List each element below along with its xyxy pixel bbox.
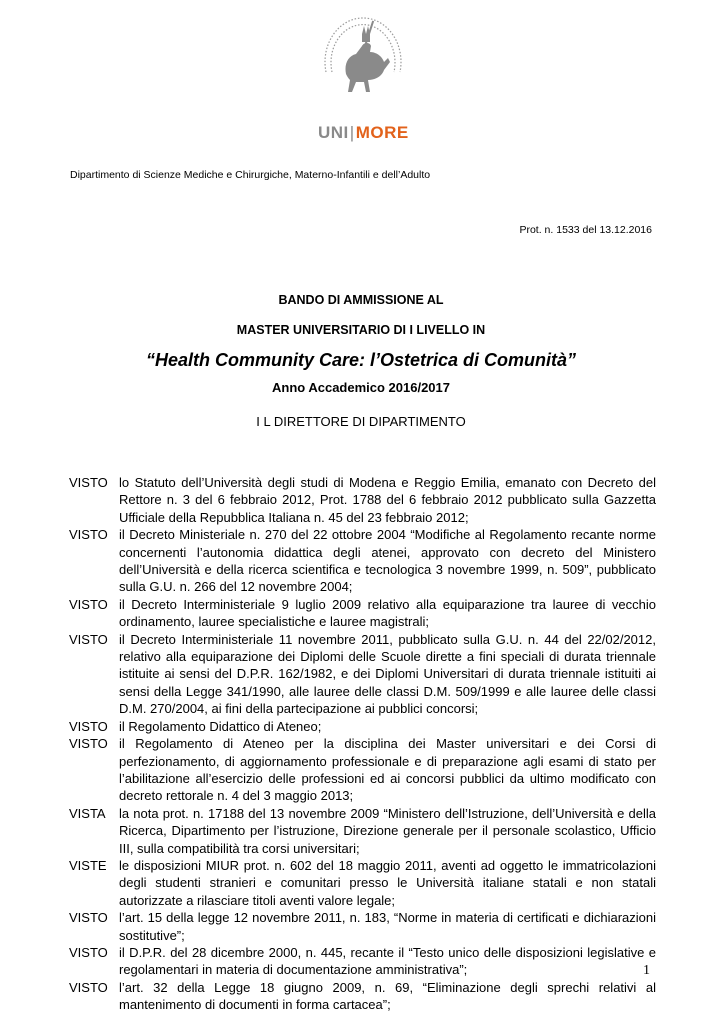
department-name: Dipartimento di Scienze Mediche e Chirurgiche, Materno-Infantili e dell’Adulto	[70, 169, 431, 181]
list-item	[69, 944, 656, 979]
entry-keyword: VISTO	[69, 910, 108, 926]
entry-keyword: VISTO	[69, 736, 108, 752]
entry-text: il Regolamento Didattico di Ateneo;	[119, 718, 322, 734]
academic-year: Anno Accademico 2016/2017	[272, 380, 450, 395]
entry-text: le disposizioni MIUR prot. n. 602 del 18 maggio 2011, aventi ad oggetto le immatricolazioni degli studenti stranieri e comunitari presso le Università italiane statali e non statali autorizzate a rilasciare titoli aventi valore legale;	[119, 857, 656, 908]
university-logo	[318, 12, 408, 147]
title-line-1: BANDO DI AMMISSIONE AL	[278, 293, 444, 307]
entry-keyword: VISTO	[69, 979, 108, 995]
entry-keyword: VISTO	[69, 718, 108, 734]
list-item	[69, 526, 656, 596]
title-line-2: MASTER UNIVERSITARIO DI I LIVELLO IN	[236, 323, 486, 337]
list-item	[69, 805, 656, 857]
entry-text: il Decreto Interministeriale 11 novembre 2011, pubblicato sulla G.U. n. 44 del 22/02/2012, relativo alla equiparazione dei Diplomi delle Scuole dirette a fini speciali di durata triennale istituite ai sensi del D.P.R. 162/1982, e dei Diplomi Universitari di durata triennale istituiti ai sensi della Legge 341/1990, alle lauree delle classi D.M. 509/1999 e alle lauree delle classi D.M. 270/2004, ai fini della partecipazione ai pubblici concorsi;	[119, 631, 656, 717]
list-item	[69, 631, 656, 718]
university-brand-wordmark	[318, 123, 408, 143]
entry-keyword: VISTO	[69, 631, 108, 647]
entry-keyword: VISTA	[69, 805, 106, 821]
entry-text: lo Statuto dell’Università degli studi di Modena e Reggio Emilia, emanato con Decreto del Rettore n. 3 del 6 febbraio 2012, Prot. 1788 del 6 febbraio 2012 pubblicato sulla Gazzetta Ufficiale della Repubblica Italiana n. 45 del 23 febbraio 2012;	[119, 475, 656, 525]
brand-more: MORE	[355, 123, 409, 142]
entry-text: il Regolamento di Ateneo per la disciplina dei Master universitari e dei Corsi di perfezionamento, di aggiornamento professionale e di preparazione agli esami di stato per l’abilitazione all’esercizio delle professioni ed ai concorsi pubblici da ultimo modificato con decreto rettorale n. 4 del 3 maggio 2013;	[119, 736, 656, 804]
page-number: 1	[643, 963, 650, 978]
entry-keyword: VISTO	[69, 475, 108, 490]
list-item	[69, 857, 656, 909]
university-seal-icon	[318, 12, 408, 120]
brand-separator: |	[349, 123, 355, 142]
entry-text: il D.P.R. del 28 dicembre 2000, n. 445, recante il “Testo unico delle disposizioni legislative e regolamentari in materia di documentazione amministrativa”;	[119, 944, 656, 978]
list-item	[69, 735, 656, 805]
entry-text: l’art. 15 della legge 12 novembre 2011, n. 183, “Norme in materia di certificati e dichiarazioni sostitutive”;	[119, 910, 656, 943]
list-item	[69, 718, 656, 735]
list-item	[69, 474, 656, 526]
entry-keyword: VISTO	[69, 596, 108, 612]
entry-keyword: VISTO	[69, 944, 108, 960]
list-item	[69, 979, 656, 1014]
brand-uni: UNI	[318, 123, 349, 142]
list-item	[69, 596, 656, 631]
protocol-number: Prot. n. 1533 del 13.12.2016	[519, 224, 652, 236]
course-title: “Health Community Care: l’Ostetrica di Comunità”	[145, 350, 577, 370]
entry-text: il Decreto Interministeriale 9 luglio 2009 relativo alla equiparazione tra lauree di vecchio ordinamento, lauree specialistiche e lauree magistrali;	[119, 596, 656, 630]
entry-text: la nota prot. n. 17188 del 13 novembre 2009 “Ministero dell’Istruzione, dell’Università e della Ricerca, Dipartimento per l’istruzione, Direzione generale per il personale scolastico, Ufficio III, sulla compatibilità tra corsi universitari;	[119, 805, 656, 856]
entry-keyword: VISTE	[69, 857, 107, 873]
entry-keyword: VISTO	[69, 527, 108, 543]
entry-text: l’art. 32 della Legge 18 giugno 2009, n. 69, “Eliminazione degli sprechi relativi al mantenimento di documenti in forma cartacea”;	[119, 979, 656, 1013]
legal-references-list	[69, 474, 656, 1014]
issuer-heading: I L DIRETTORE DI DIPARTIMENTO	[256, 414, 466, 429]
entry-text: il Decreto Ministeriale n. 270 del 22 ottobre 2004 “Modifiche al Regolamento recante norme concernenti l’autonomia didattica degli atenei, approvato con decreto del Ministero dell’Università e della ricerca scientifica e tecnologica 3 novembre 1999, n. 509”, pubblicato sulla G.U. n. 266 del 12 novembre 2004;	[119, 527, 656, 595]
list-item	[69, 909, 656, 944]
